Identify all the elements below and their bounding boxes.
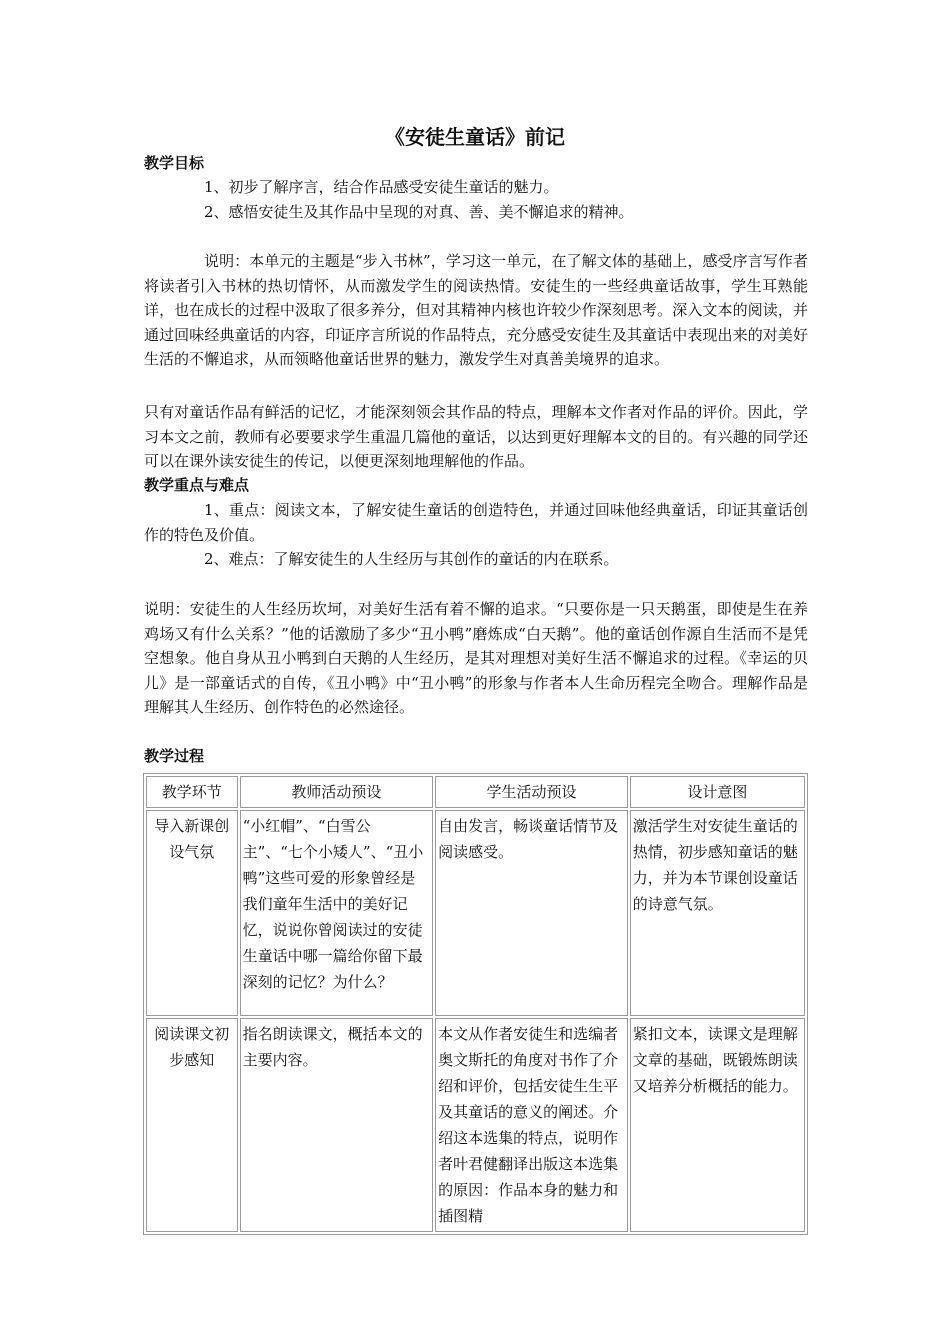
cell-intent: 紧扣文本，读课文是理解文章的基础，既锻炼朗读又培养分析概括的能力。 [630, 1018, 805, 1232]
cell-stage: 导入新课创设气氛 [146, 810, 238, 1016]
cell-student: 本文从作者安徒生和选编者奥文斯托的角度对书作了介绍和评价，包括安徒生生平及其童话的意义的阐述。介绍这本选集的特点，说明作者叶君健翻译出版这本选集的原因：作品本身的魅力和插图精 [435, 1018, 628, 1232]
table-header-row [146, 776, 805, 808]
table-row [146, 1018, 805, 1232]
note-paragraph-2: 只有对童话作品有鲜活的记忆，才能深刻领会其作品的特点，理解本文作者对作品的评价。因此，学习本文之前，教师有必要要求学生重温几篇他的童话，以达到更好理解本文的目的。有兴趣的同学还可以在课外读安徒生的传记，以便更深刻地理解他的作品。 [144, 403, 808, 471]
table-row [146, 810, 805, 1016]
header-stage: 教学环节 [146, 776, 238, 808]
header-student: 学生活动预设 [435, 776, 628, 808]
page-title: 《安徒生童话》前记 [385, 125, 565, 149]
key-points-heading: 教学重点与难点 [144, 476, 250, 494]
cell-teacher: “小红帽”、“白雪公主”、“七个小矮人”、“丑小鸭”这些可爱的形象曾经是我们童年生活中的美好记忆，说说你曾阅读过的安徒生童话中哪一篇给你留下最深刻的记忆？为什么？ [240, 810, 434, 1016]
process-heading: 教学过程 [144, 747, 205, 765]
cell-student: 自由发言，畅谈童话情节及阅读感受。 [435, 810, 628, 1016]
header-intent: 设计意图 [630, 776, 805, 808]
lesson-plan-table [143, 773, 808, 1235]
cell-intent: 激活学生对安徒生童话的热情，初步感知童话的魅力，并为本节课创设童话的诗意气氛。 [630, 810, 805, 1016]
note-paragraph-1: 说明：本单元的主题是“步入书林”，学习这一单元，在了解文体的基础上，感受序言写作者将读者引入书林的热切情怀，从而激发学生的阅读热情。安徒生的一些经典童话故事，学生耳熟能详，也在成长的过程中汲取了很多养分，但对其精神内核也许较少作深刻思考。深入文本的阅读，并通过回味经典童话的内容，印证序言所说的作品特点，充分感受安徒生及其童话中表现出来的对美好生活的不懈追求，从而领略他童话世界的魅力，激发学生对真善美境界的追求。 [144, 252, 808, 369]
key-point-1: 1、重点：阅读文本，了解安徒生童话的创造特色，并通过回味他经典童话，印证其童话创作的特色及价值。 [144, 501, 808, 544]
goals-heading: 教学目标 [144, 154, 205, 172]
cell-stage: 阅读课文初步感知 [146, 1018, 238, 1232]
goal-1: 1、初步了解序言，结合作品感受安徒生童话的魅力。 [204, 178, 559, 196]
goal-2: 2、感悟安徒生及其作品中呈现的对真、善、美不懈追求的精神。 [204, 203, 634, 221]
key-point-2: 2、难点：了解安徒生的人生经历与其创作的童话的内在联系。 [204, 550, 619, 568]
cell-teacher: 指名朗读课文，概括本文的主要内容。 [240, 1018, 434, 1232]
header-teacher: 教师活动预设 [240, 776, 434, 808]
note-paragraph-3: 说明：安徒生的人生经历坎坷，对美好生活有着不懈的追求。“只要你是一只天鹅蛋，即使是生在养鸡场又有什么关系？”他的话激励了多少“丑小鸭”磨炼成“白天鹅”。他的童话创作源自生活而不是凭空想象。他自身从丑小鸭到白天鹅的人生经历，是其对理想对美好生活不懈追求的过程。《幸运的贝儿》是一部童话式的自传，《丑小鸭》中“丑小鸭”的形象与作者本人生命历程完全吻合。理解作品是理解其人生经历、创作特色的必然途径。 [144, 600, 808, 717]
